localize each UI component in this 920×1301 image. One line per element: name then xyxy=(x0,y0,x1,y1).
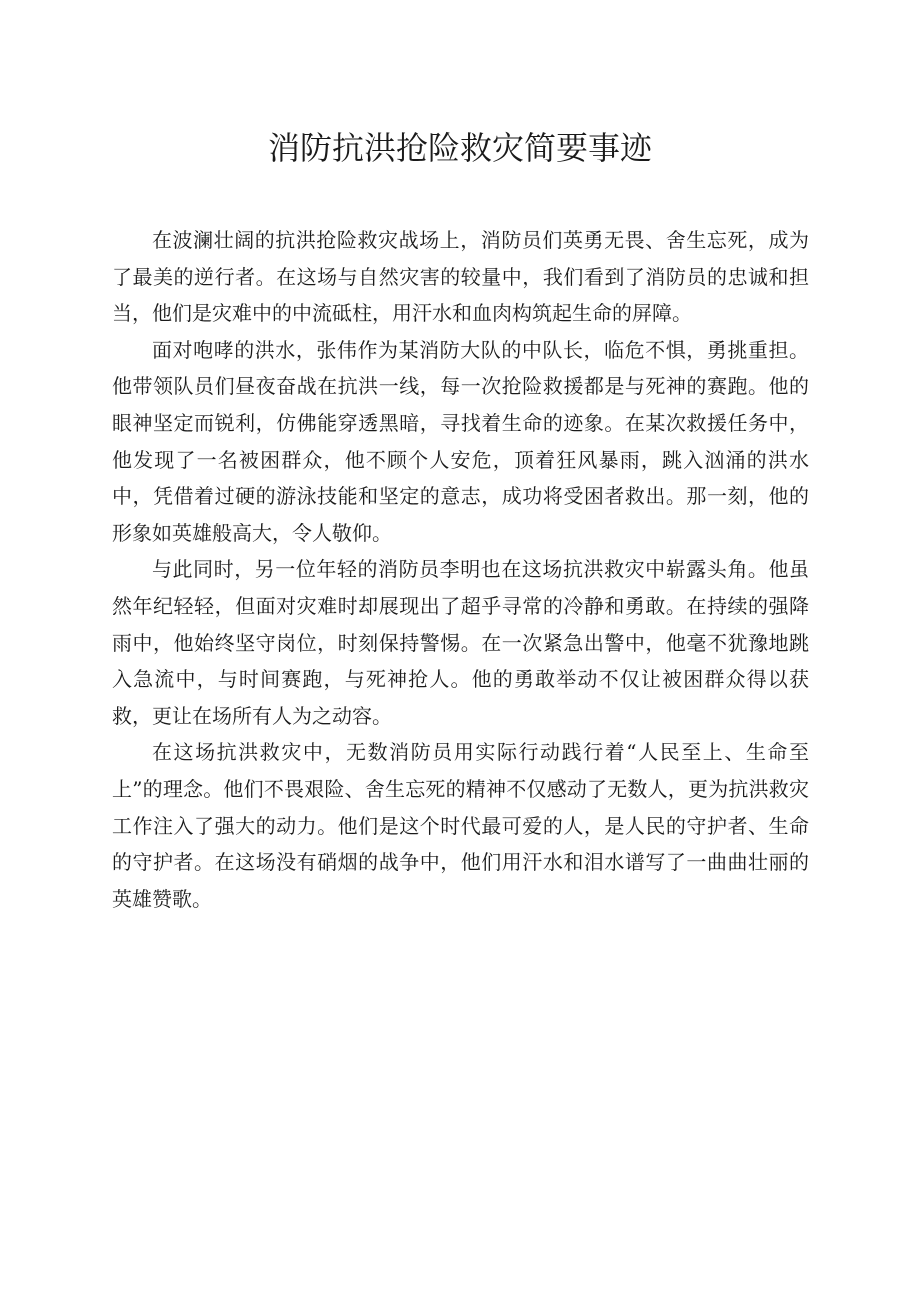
document-title: 消防抗洪抢险救灾简要事迹 xyxy=(267,129,652,167)
paragraph-3: 与此同时，另一位年轻的消防员李明也在这场抗洪救灾中崭露头角。他虽然年纪轻轻，但面对灾难时却展现出了超乎寻常的冷静和勇敢。在持续的强降雨中，他始终坚守岗位，时刻保持警惕。在一次紧急出警中，他毫不犹豫地跳入急流中，与时间赛跑，与死神抢人。他的勇敢举动不仅让被困群众得以获救，更让在场所有人为之动容。 xyxy=(112,557,809,728)
document-body xyxy=(112,222,809,917)
paragraph-2: 面对咆哮的洪水，张伟作为某消防大队的中队长，临危不惧，勇挑重担。他带领队员们昼夜奋战在抗洪一线，每一次抢险救援都是与死神的赛跑。他的眼神坚定而锐利，仿佛能穿透黑暗，寻找着生命的迹象。在某次救援任务中，他发现了一名被困群众，他不顾个人安危，顶着狂风暴雨，跳入汹涌的洪水中，凭借着过硬的游泳技能和坚定的意志，成功将受困者救出。那一刻，他的形象如英雄般高大，令人敬仰。 xyxy=(112,337,809,545)
paragraph-1: 在波澜壮阔的抗洪抢险救灾战场上，消防员们英勇无畏、舍生忘死，成为了最美的逆行者。在这场与自然灾害的较量中，我们看到了消防员的忠诚和担当，他们是灾难中的中流砥柱，用汗水和血肉构筑起生命的屏障。 xyxy=(112,228,809,326)
paragraph-4: 在这场抗洪救灾中，无数消防员用实际行动践行着“人民至上、生命至上”的理念。他们不畏艰险、舍生忘死的精神不仅感动了无数人，更为抗洪救灾工作注入了强大的动力。他们是这个时代最可爱的人，是人民的守护者、生命的守护者。在这场没有硝烟的战争中，他们用汗水和泪水谱写了一曲曲壮丽的英雄赞歌。 xyxy=(112,740,809,911)
